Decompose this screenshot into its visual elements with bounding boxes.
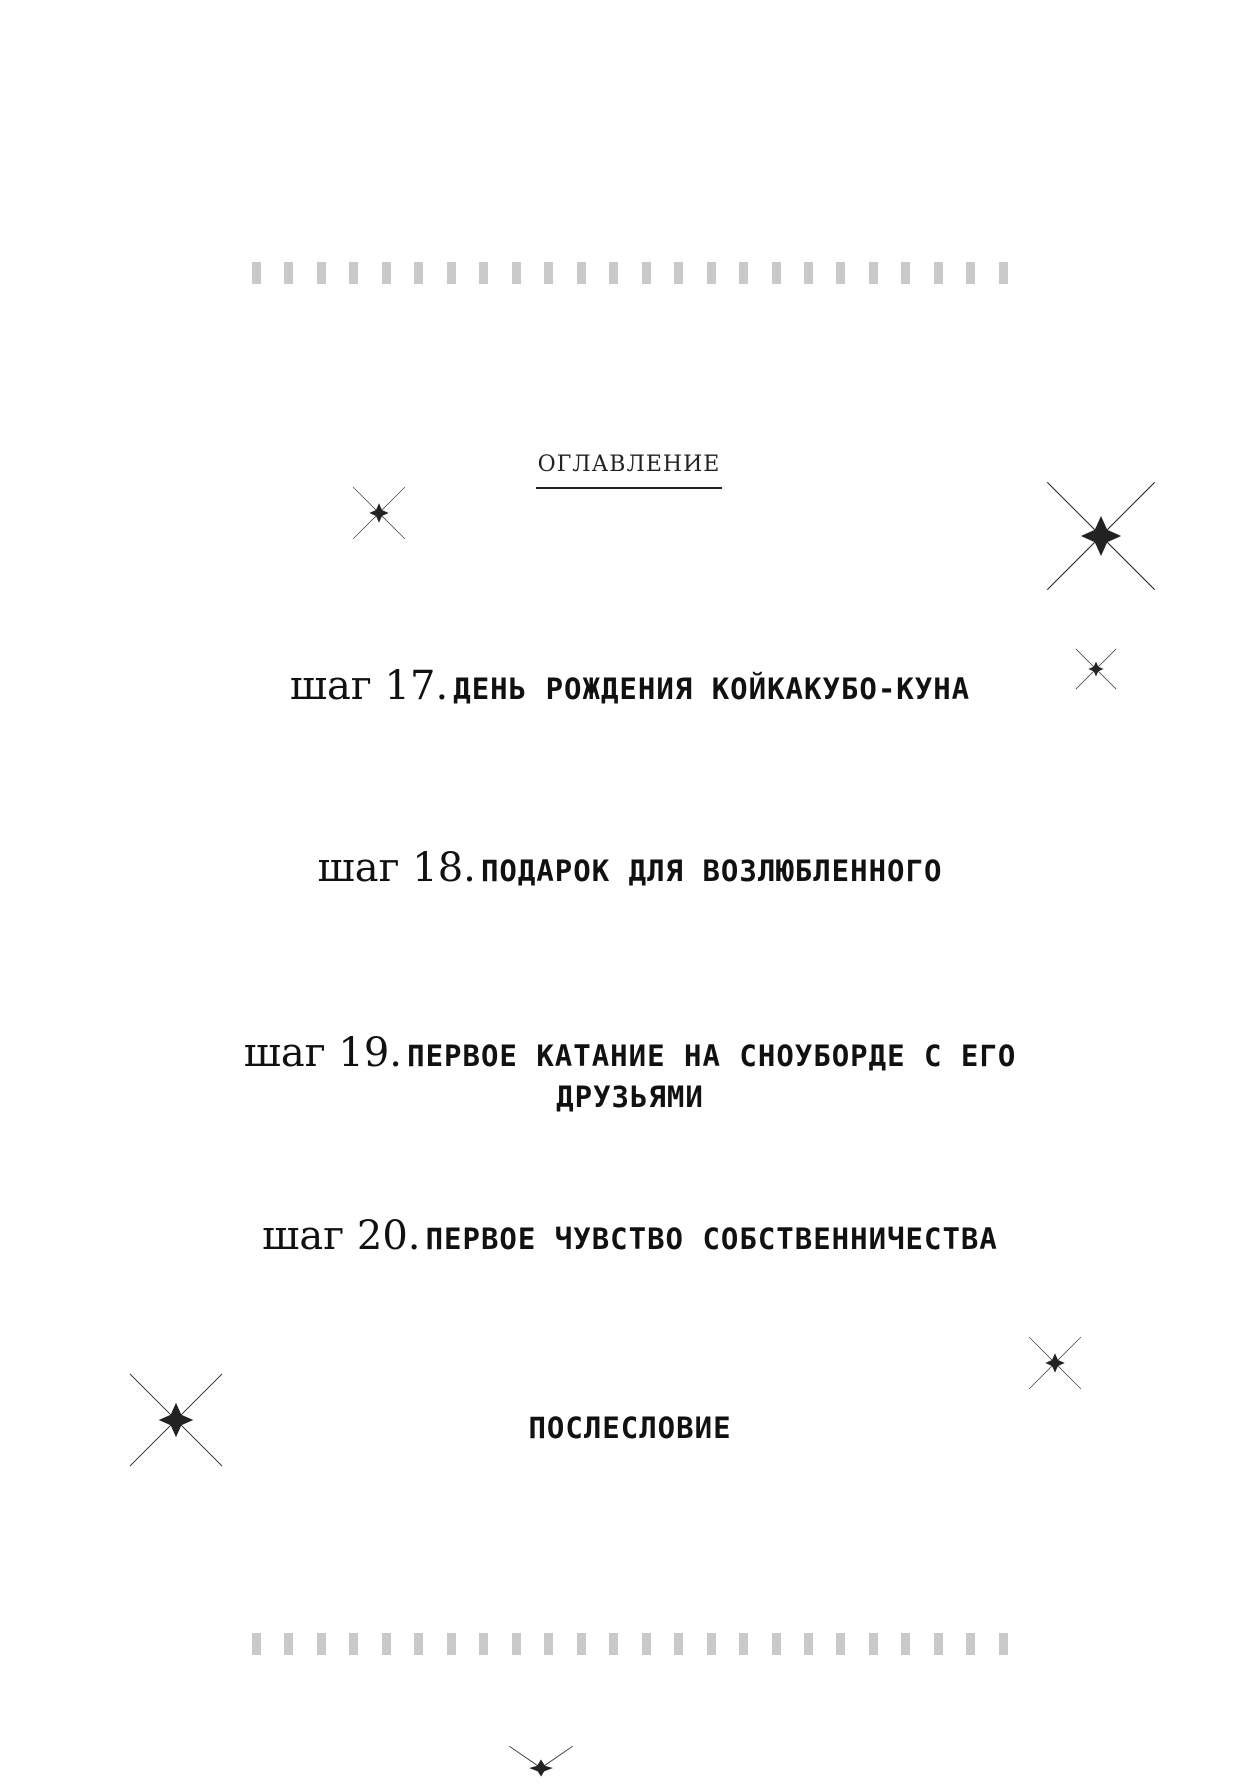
four-point-star-icon xyxy=(1075,648,1117,690)
toc-entry-17[interactable] xyxy=(200,663,1060,712)
entry-step-label: шаг 18. xyxy=(317,845,476,891)
entry-title: ПОДАРОК ДЛЯ ВОЗЛЮБЛЕННОГО xyxy=(480,854,943,888)
entry-title: ПЕРВОЕ КАТАНИЕ НА СНОУБОРДЕ С ЕГО ДРУЗЬЯМИ xyxy=(407,1039,1017,1114)
entry-title: ПЕРВОЕ ЧУВСТВО СОБСТВЕННИЧЕСТВА xyxy=(425,1222,998,1256)
entry-step-label: шаг 19. xyxy=(243,1030,403,1076)
toc-entry-afterword[interactable] xyxy=(200,1410,1060,1451)
four-point-star-icon xyxy=(352,486,406,540)
four-point-star-icon xyxy=(128,1372,224,1468)
toc-entry-20[interactable] xyxy=(200,1213,1060,1262)
entry-step-label: шаг 17. xyxy=(289,663,449,709)
entry-step-label: шаг 20. xyxy=(262,1213,421,1259)
toc-heading-text: ОГЛАВЛЕНИЕ xyxy=(536,452,723,489)
four-point-star-icon xyxy=(1028,1336,1082,1390)
bottom-dashed-divider xyxy=(252,1633,1008,1655)
entry-title: ДЕНЬ РОЖДЕНИЯ КОЙКАКУБО-КУНА xyxy=(453,672,971,706)
toc-entry-19[interactable] xyxy=(200,1030,1060,1120)
toc-entry-18[interactable] xyxy=(200,845,1060,894)
top-dashed-divider xyxy=(252,262,1008,284)
four-point-star-icon xyxy=(1045,480,1157,592)
four-point-star-icon xyxy=(508,1746,574,1790)
entry-title: ПОСЛЕСЛОВИЕ xyxy=(528,1411,732,1445)
